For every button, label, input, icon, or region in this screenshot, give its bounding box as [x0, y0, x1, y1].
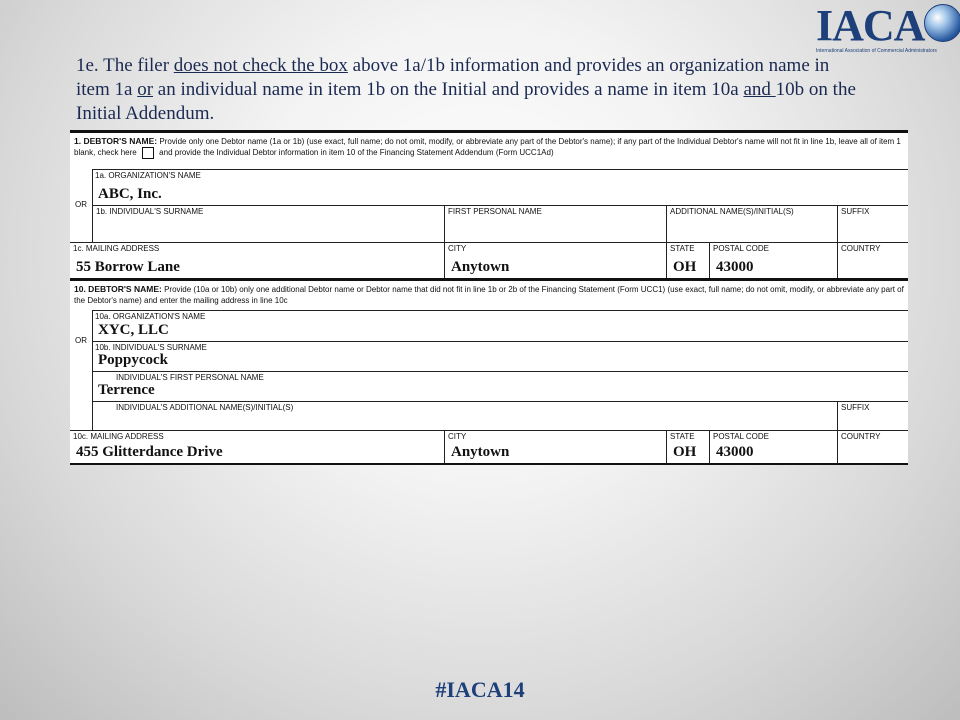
addendum-first-name-field[interactable]	[92, 371, 908, 401]
addendum-country-label: COUNTRY	[841, 432, 881, 441]
addendum-mailing-address-label: 10c. MAILING ADDRESS	[73, 432, 164, 441]
addendum-mailing-address-field[interactable]	[70, 430, 444, 463]
addendum-state-field[interactable]	[666, 430, 709, 463]
org-name-field[interactable]	[92, 169, 908, 205]
mailing-address-value: 55 Borrow Lane	[76, 259, 180, 275]
debtor-header-title: 1. DEBTOR'S NAME:	[74, 136, 158, 146]
addendum-city-value: Anytown	[451, 444, 510, 460]
country-label: COUNTRY	[841, 244, 881, 253]
addendum-org-name-field[interactable]	[92, 310, 908, 341]
postal-code-value: 43000	[716, 259, 754, 275]
debtor-section-header	[70, 133, 916, 173]
addendum-first-name-label: INDIVIDUAL'S FIRST PERSONAL NAME	[116, 373, 264, 382]
postal-code-field[interactable]	[709, 242, 837, 278]
individual-overflow-checkbox[interactable]	[142, 147, 154, 159]
state-value: OH	[673, 259, 697, 275]
addendum-state-label: STATE	[670, 432, 695, 441]
intro-text-1: 1e. The filer	[76, 55, 174, 76]
addendum-or-label: OR	[75, 336, 87, 345]
intro-underline-3: and	[743, 79, 776, 100]
first-name-label: FIRST PERSONAL NAME	[448, 207, 542, 216]
mailing-address-label: 1c. MAILING ADDRESS	[73, 244, 160, 253]
intro-text-3: an individual name in item 1b on the Initial and provides a name in item 10a	[153, 79, 744, 100]
addendum-org-name-value: XYC, LLC	[98, 322, 169, 338]
addendum-postal-code-field[interactable]	[709, 430, 837, 463]
intro-text-2: above 1a/1b information and provides an organization name in item 1a	[76, 55, 830, 100]
postal-code-label: POSTAL CODE	[713, 244, 770, 253]
intro-underline-2: or	[137, 79, 154, 100]
surname-label: 1b. INDIVIDUAL'S SURNAME	[96, 207, 204, 216]
addendum-city-label: CITY	[448, 432, 467, 441]
iaca-logo	[812, 2, 958, 60]
state-field[interactable]	[666, 242, 709, 278]
suffix-label: SUFFIX	[841, 207, 870, 216]
addendum-suffix-label: SUFFIX	[841, 403, 870, 412]
addendum-surname-label: 10b. INDIVIDUAL'S SURNAME	[95, 343, 207, 352]
debtor-header-text: Provide only one Debtor name (1a or 1b) (use exact, full name; do not omit, modify, or abbreviate any part of the Debtor's name); if any part of the Individual Debtor's name will not fit in line 1b, leave all of item 1 blank, check here	[74, 137, 901, 158]
form-bottom-rule	[70, 463, 908, 465]
logo-text: IACA	[816, 1, 925, 50]
debtor-header-text-2: and provide the Individual Debtor information in item 10 of the Financing Statement Addendum (Form UCC1Ad)	[159, 148, 554, 158]
city-value: Anytown	[451, 259, 510, 275]
addendum-org-name-label: 10a. ORGANIZATION'S NAME	[95, 312, 206, 321]
surname-field[interactable]	[92, 205, 444, 242]
addendum-suffix-field[interactable]	[837, 401, 908, 430]
debtor-or-label: OR	[75, 200, 87, 209]
first-name-field[interactable]	[444, 205, 666, 242]
addendum-state-value: OH	[673, 444, 697, 460]
intro-underline-1: does not check the box	[173, 55, 348, 76]
logo-subtitle: International Association of Commercial Administrators	[816, 48, 937, 54]
additional-name-field[interactable]	[666, 205, 837, 242]
addendum-postal-code-label: POSTAL CODE	[713, 432, 770, 441]
ucc-form	[70, 130, 908, 465]
addendum-city-field[interactable]	[444, 430, 666, 463]
addendum-surname-field[interactable]	[92, 341, 908, 371]
addendum-postal-code-value: 43000	[716, 444, 754, 460]
hashtag-footer: #IACA14	[435, 677, 525, 702]
org-name-value: ABC, Inc.	[98, 186, 162, 202]
globe-icon	[924, 4, 960, 42]
city-label: CITY	[448, 244, 467, 253]
city-field[interactable]	[444, 242, 666, 278]
mailing-address-field[interactable]	[70, 242, 444, 278]
addendum-mailing-address-value: 455 Glitterdance Drive	[76, 444, 223, 460]
intro-paragraph	[76, 54, 856, 126]
org-name-label: 1a. ORGANIZATION'S NAME	[95, 171, 201, 180]
addendum-additional-name-label: INDIVIDUAL'S ADDITIONAL NAME(S)/INITIAL(S)	[116, 403, 294, 412]
suffix-field[interactable]	[837, 205, 908, 242]
state-label: STATE	[670, 244, 695, 253]
addendum-first-name-value: Terrence	[98, 382, 155, 398]
addendum-surname-value: Poppycock	[98, 352, 169, 368]
addendum-additional-name-field[interactable]	[92, 401, 837, 430]
addendum-header-title: 10. DEBTOR'S NAME:	[74, 284, 162, 294]
additional-name-label: ADDITIONAL NAME(S)/INITIAL(S)	[670, 207, 794, 216]
addendum-header-text: Provide (10a or 10b) only one additional Debtor name or Debtor name that did not fit in line 1b or 2b of the Financing Statement (Form UCC1) (use exact, full name; do not omit, modify, or abbreviate any part of the Debtor's name) and enter the mailing address in line 10c	[74, 285, 904, 305]
intro-text-4: 10b on the Initial Addendum.	[76, 79, 856, 124]
country-field[interactable]	[837, 242, 908, 278]
addendum-country-field[interactable]	[837, 430, 908, 463]
